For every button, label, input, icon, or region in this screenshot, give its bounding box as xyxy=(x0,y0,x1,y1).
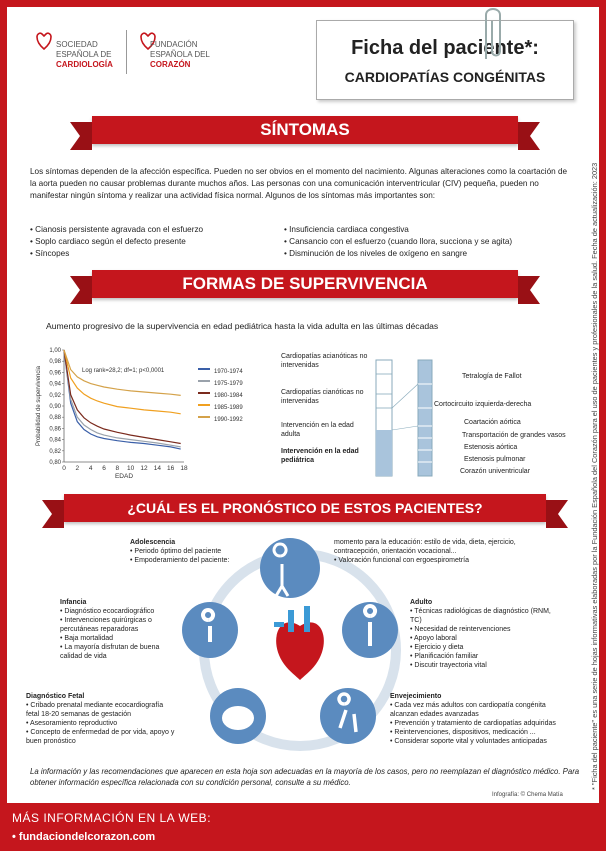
x-tick-label: 4 xyxy=(88,465,93,472)
sintomas-list-right xyxy=(284,224,570,260)
x-tick-label: 0 xyxy=(62,465,66,472)
logo-divider xyxy=(126,30,127,74)
y-tick-label: 0,82 xyxy=(49,448,61,455)
bar-right-estenosis-aortica: Estenosis aórtica xyxy=(464,444,518,451)
section-heading-sintomas: SÍNTOMAS xyxy=(92,116,518,144)
adolescencia-cont-block xyxy=(334,538,534,565)
y-tick-label: 1,00 xyxy=(49,348,61,354)
y-tick-label: 0,90 xyxy=(49,404,61,410)
footer-url-link[interactable]: fundaciondelcorazon.com xyxy=(18,831,156,843)
sec-heart-logo-icon xyxy=(36,32,52,50)
x-tick-label: 8 xyxy=(115,465,120,472)
footer-link-row[interactable]: • fundaciondelcorazon.com xyxy=(12,831,156,843)
y-tick-label: 0,88 xyxy=(49,415,61,422)
adulto-block xyxy=(410,598,560,670)
sintomas-paragraph: Los síntomas dependen de la afección específica. Pueden no ser obvios en el momento del nacimiento. Algunas alteraciones como la coartación de la aorta pueden no causar problemas durante muchos años. Las personas con una comunicación interventricular (CIV) pequeña, pueden no manifestar ningún síntoma y realizar una actividad física normal. Algunos de los síntomas más importantes son: xyxy=(30,167,568,200)
legend-swatch xyxy=(198,368,210,370)
list-item: • Cansancio con el esfuerzo (cuando llora, succiona y se agita) xyxy=(284,236,570,248)
x-tick-label: 6 xyxy=(102,465,106,472)
list-item: • La mayoría disfrutan de buena calidad de vida xyxy=(60,643,178,661)
chart-stat-text: Log rank=28,2; df=1; p<0,0001 xyxy=(82,368,165,374)
list-item: • Soplo cardiaco según el defecto presente xyxy=(30,236,280,248)
list-item: • Técnicas radiológicas de diagnóstico (RNM, TC) xyxy=(410,607,560,625)
list-item: • Reintervenciones, dispositivos, medicación ... xyxy=(390,728,572,737)
sintomas-list-left xyxy=(30,224,280,260)
section-heading-pronostico: ¿CUÁL ES EL PRONÓSTICO DE ESTOS PACIENTES? xyxy=(64,494,546,522)
list-item: • Periodo óptimo del paciente xyxy=(130,547,270,556)
adulto-title: Adulto xyxy=(410,599,433,606)
list-item: • Cada vez más adultos con cardiopatía congénita alcanzan edades avanzadas xyxy=(390,701,572,719)
y-tick-label: 0,98 xyxy=(49,359,61,366)
y-tick-label: 0,92 xyxy=(49,392,61,399)
legend-label: 1990-1992 xyxy=(214,417,243,423)
sec-logo xyxy=(56,40,113,70)
legend-item xyxy=(198,408,243,426)
right-border xyxy=(599,0,606,803)
fec-logo-line1: FUNDACIÓN xyxy=(150,40,198,49)
list-item: • Diagnóstico ecocardiográfico xyxy=(60,607,178,616)
envejecimiento-title: Envejecimiento xyxy=(390,693,442,700)
bar-label-pediatrica: Intervención en la edad pediátrica xyxy=(281,448,359,464)
adolescencia-block xyxy=(130,538,270,565)
sec-logo-line1: SOCIEDAD xyxy=(56,40,98,49)
list-item: • Prevención y tratamiento de cardiopatías adquiridas xyxy=(390,719,572,728)
fec-logo xyxy=(150,40,210,70)
bar-right-fallot: Tetralogía de Fallot xyxy=(462,373,522,380)
bar-right-estenosis-pulmonar: Estenosis pulmonar xyxy=(464,456,526,463)
page-title: Ficha del paciente*: xyxy=(351,37,539,59)
adolescencia-cont-text: momento para la educación: estilo de vida, dieta, ejercicio, contracepción, orientación vocacional... xyxy=(334,539,516,555)
list-item: • Apoyo laboral xyxy=(410,634,560,643)
bar-right-univentricular: Corazón univentricular xyxy=(460,468,531,475)
list-item: • Valoración funcional con ergoespirometría xyxy=(334,556,534,565)
y-tick-label: 0,94 xyxy=(49,381,61,388)
y-axis-label: Probabilidad de supervivencia xyxy=(36,365,42,447)
x-tick-label: 14 xyxy=(153,465,161,472)
chart-legend xyxy=(198,360,258,424)
series-line-1970-1974 xyxy=(64,350,181,449)
list-item: • Considerar soporte vital y voluntades anticipadas xyxy=(390,737,572,746)
x-tick-label: 16 xyxy=(167,465,175,472)
list-item: • Empoderamiento del paciente: xyxy=(130,556,270,565)
left-border xyxy=(0,0,7,803)
outcomes-bars-diagram xyxy=(360,358,446,480)
legend-label: 1970-1974 xyxy=(214,369,243,375)
bar-label-cianoticas: Cardiopatías cianóticas no intervenidas xyxy=(281,389,364,405)
sec-logo-line2: ESPAÑOLA DE xyxy=(56,50,112,59)
list-item: • Cribado prenatal mediante ecocardiografía fetal 18-20 semanas de gestación xyxy=(26,701,176,719)
bar-label-acianoticas: Cardiopatías acianóticas no intervenidas xyxy=(281,353,368,369)
fetal-title: Diagnóstico Fetal xyxy=(26,693,85,700)
list-item: • Planificación familiar xyxy=(410,652,560,661)
title-card xyxy=(316,20,574,100)
list-item: • Discutir trayectoria vital xyxy=(410,661,560,670)
sec-logo-line3: CARDIOLOGÍA xyxy=(56,60,113,69)
fec-logo-line3: CORAZÓN xyxy=(150,60,191,69)
list-item: • Insuficiencia cardiaca congestiva xyxy=(284,224,570,236)
series-line-1980-1984 xyxy=(64,350,181,444)
page-subtitle: CARDIOPATÍAS CONGÉNITAS xyxy=(344,69,546,85)
infancia-block xyxy=(60,598,178,661)
envejecimiento-block xyxy=(390,692,572,746)
list-item: • Disminución de los niveles de oxígeno en sangre xyxy=(284,248,570,260)
footer xyxy=(0,803,606,851)
list-item: • Ejercicio y dieta xyxy=(410,643,560,652)
list-item: • Baja mortalidad xyxy=(60,634,178,643)
survival-subtitle: Aumento progresivo de la supervivencia en edad pediátrica hasta la vida adulta en las últimas décadas xyxy=(46,321,439,331)
list-item: • Cianosis persistente agravada con el esfuerzo xyxy=(30,224,280,236)
legend-label: 1975-1979 xyxy=(214,381,243,387)
bar-label-adulta: Intervención en la edad adulta xyxy=(281,422,354,438)
list-item: • Intervenciones quirúrgicas o percutáneas reparadoras xyxy=(60,616,178,634)
y-tick-label: 0,80 xyxy=(49,460,61,466)
list-item: • Asesoramiento reproductivo xyxy=(26,719,176,728)
fec-logo-line2: ESPAÑOLA DEL xyxy=(150,50,210,59)
survival-chart xyxy=(30,342,192,484)
section-heading-supervivencia: FORMAS DE SUPERVIVENCIA xyxy=(92,270,518,298)
legend-swatch xyxy=(198,404,210,406)
series-line-1975-1979 xyxy=(64,350,181,447)
y-tick-label: 0,84 xyxy=(49,437,61,444)
legend-swatch xyxy=(198,416,210,418)
bar-right-transposicion: Transportación de grandes vasos xyxy=(462,432,566,439)
list-item: • Necesidad de reintervenciones xyxy=(410,625,560,634)
list-item: • Concepto de enfermedad de por vida, apoyo y buen pronóstico xyxy=(26,728,176,746)
legend-swatch xyxy=(198,380,210,382)
infographic-credit: Infografía: © Chema Matía xyxy=(492,792,563,798)
bar-right-coartacion: Coartación aórtica xyxy=(464,419,521,426)
footer-more-info: MÁS INFORMACIÓN EN LA WEB: xyxy=(12,811,212,825)
y-tick-label: 0,96 xyxy=(49,370,61,377)
infancia-title: Infancia xyxy=(60,599,87,606)
x-tick-label: 18 xyxy=(180,465,188,472)
legend-label: 1985-1989 xyxy=(214,405,243,411)
bar-right-cortocircuito: Cortocircuito izquierda-derecha xyxy=(434,401,532,408)
legend-label: 1980-1984 xyxy=(214,393,243,399)
series-line-1985-1989 xyxy=(64,350,181,414)
top-border xyxy=(0,0,606,7)
adolescencia-title: Adolescencia xyxy=(130,539,176,546)
x-tick-label: 2 xyxy=(75,465,80,472)
x-tick-label: 12 xyxy=(140,465,148,472)
disclaimer: La información y las recomendaciones que aparecen en esta hoja son adecuadas en la mayoría de los casos, pero no reemplazan el diagnóstico médico. Para obtener información específica relacionada con su condición personal, consulte a su médico. xyxy=(30,767,580,787)
legend-swatch xyxy=(198,392,210,394)
paperclip-icon xyxy=(478,3,508,63)
side-note: * "Ficha del paciente" es una serie de hojas informativas elaboradas por la Fundación Española del Corazón para el uso de pacientes y profesionales de la salud. Fecha de actualización: 2023 xyxy=(590,162,599,790)
list-item: • Síncopes xyxy=(30,248,280,260)
x-tick-label: 10 xyxy=(127,465,135,472)
x-axis-label: EDAD xyxy=(114,473,134,480)
y-tick-label: 0,86 xyxy=(49,426,61,433)
fetal-block xyxy=(26,692,176,746)
